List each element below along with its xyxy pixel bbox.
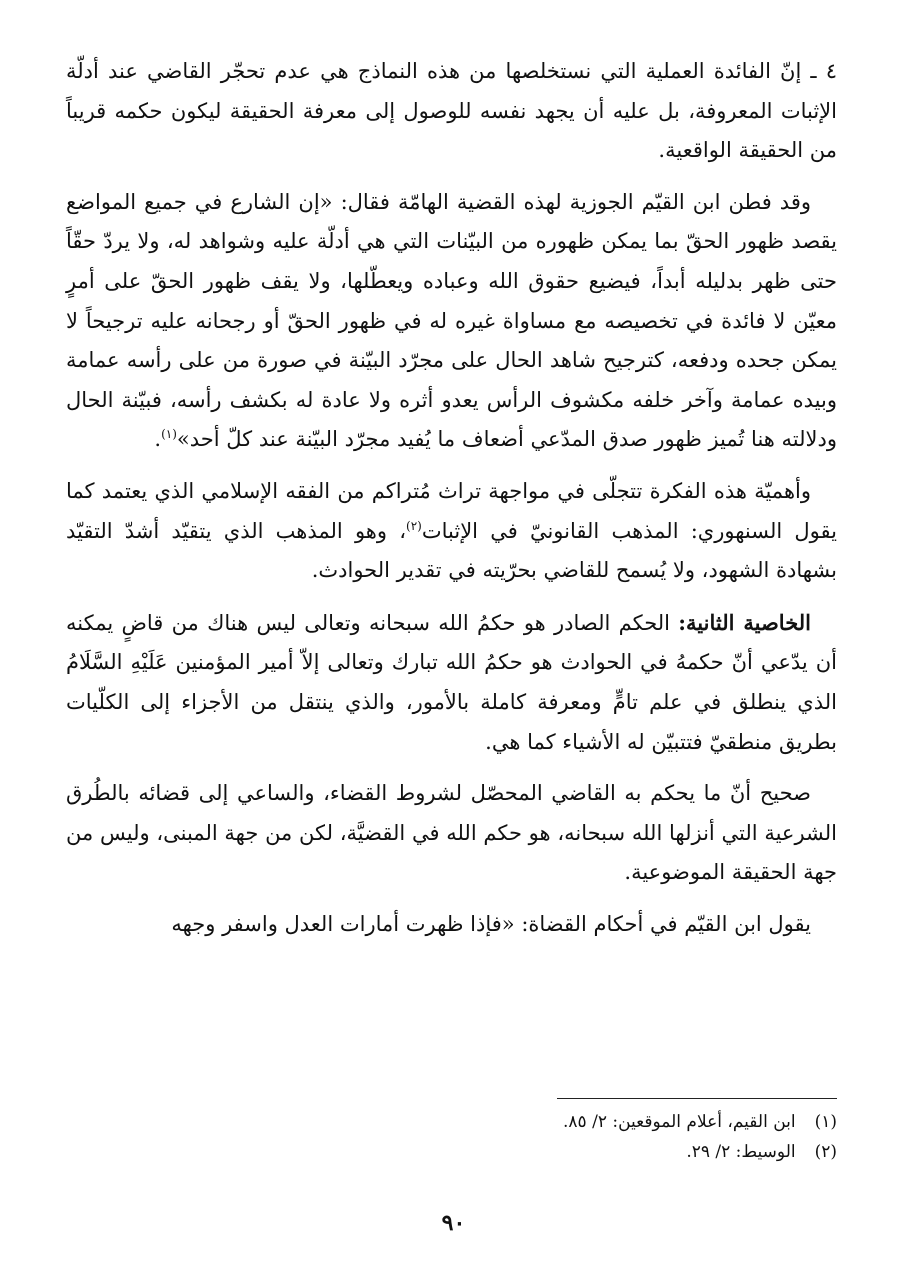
footnote-reference-1: (١) (161, 427, 177, 442)
footnote-reference-2: (٢) (406, 518, 422, 533)
footnote-2 (417, 1137, 837, 1167)
paragraph-correct (66, 774, 837, 893)
footnote-1 (417, 1107, 837, 1137)
paragraph-ibn-qayyim-quote (66, 183, 837, 460)
page-number: ٩٠ (441, 1210, 466, 1236)
paragraph-ibn-qayyim-judges (66, 905, 837, 945)
footnote-text: الوسيط: ٢/ ٢٩. (686, 1142, 796, 1162)
paragraph-importance (66, 472, 837, 591)
footnotes (417, 1107, 837, 1167)
paragraph-text: وقد فطن ابن القيّم الجوزية لهذه القضية الهامّة فقال: «إن الشارع في جميع المواضع يقصد ظهور الحقّ بما يمكن ظهوره من البيّنات التي هي أدلّة عليه وشواهد له، ولا يردّ حقّاً حتى ظهر بدليله أبداً، فيضيع حقوق الله وعباده ويعطّلها، ولا يقف ظهور الحقّ على أمرٍ معيّن لا فائدة في تخصيصه مع مساواة غيره له في ظهور الحقّ أو رجحانه عليه ترجيحاً لا يمكن جحده ودفعه، كترجيح شاهد الحال على مجرّد البيّنة في صورة من على رأسه عمامة وبيده عمامة وآخر خلفه مكشوف الرأس يعدو أثره ولا عادة له بكشف رأسه، فبيّنة الحال ودلالته هنا تُميز ظهور صدق المدّعي أضعاف ما يُفيد مجرّد البيّنة عند كلّ أحد» (66, 189, 837, 452)
paragraph-text: وأهميّة هذه الفكرة تتجلّى في مواجهة تراث مُتراكم من الفقه الإسلامي الذي يعتمد كما يقول السنهوري: المذهب القانونيّ في الإثبات (66, 478, 837, 543)
paragraph-text: ٤ ـ إنّ الفائدة العملية التي نستخلصها من هذه النماذج هي عدم تحجّر القاضي عند أدلّة الإثبات المعروفة، بل عليه أن يجهد نفسه للوصول إلى معرفة الحقيقة ليكون حكمه قريباً من الحقيقة الواقعية. (66, 59, 837, 163)
paragraph-end-punctuation: . (154, 427, 162, 452)
body-text (66, 52, 837, 956)
paragraph-text: الحكم الصادر هو حكمُ الله سبحانه وتعالى ليس هناك من قاضٍ يمكنه أن يدّعي أنّ حكمهُ في الحوادث هو حكمُ الله تبارك وتعالى إلاّ أمير المؤمنين عَلَيْهِ السَّلَامُ الذي ينطلق في علم تامٍّ ومعرفة كاملة بالأمور، والذي ينتقل من الأجزاء إلى الكلّيات بطريق منطقيّ فتتبيّن له الأشياء كما هي. (66, 610, 837, 754)
footnote-text: ابن القيم، أعلام الموقعين: ٢/ ٨٥. (563, 1112, 796, 1132)
paragraph-text: يقول ابن القيّم في أحكام القضاة: «فإذا ظهرت أمارات العدل واسفر وجهه (171, 911, 811, 936)
paragraph-second-characteristic (66, 603, 837, 762)
paragraph-text-continued: ، وهو المذهب الذي يتقيّد أشدّ التقيّد بشهادة الشهود، ولا يُسمح للقاضي بحرّيته في تقدير الحوادث. (66, 518, 837, 583)
footnote-number: (٢) (814, 1142, 837, 1162)
paragraph-point-4 (66, 52, 837, 171)
footnote-number: (١) (814, 1112, 837, 1132)
footnote-divider (557, 1098, 837, 1099)
section-heading: الخاصية الثانية: (678, 609, 811, 635)
paragraph-text: صحيح أنّ ما يحكم به القاضي المحصّل لشروط القضاء، والساعي إلى قضائه بالطُرق الشرعية التي أنزلها الله سبحانه، هو حكم الله في القضيَّة، لكن من جهة المبنى، وليس من جهة الحقيقة الموضوعية. (66, 781, 837, 885)
